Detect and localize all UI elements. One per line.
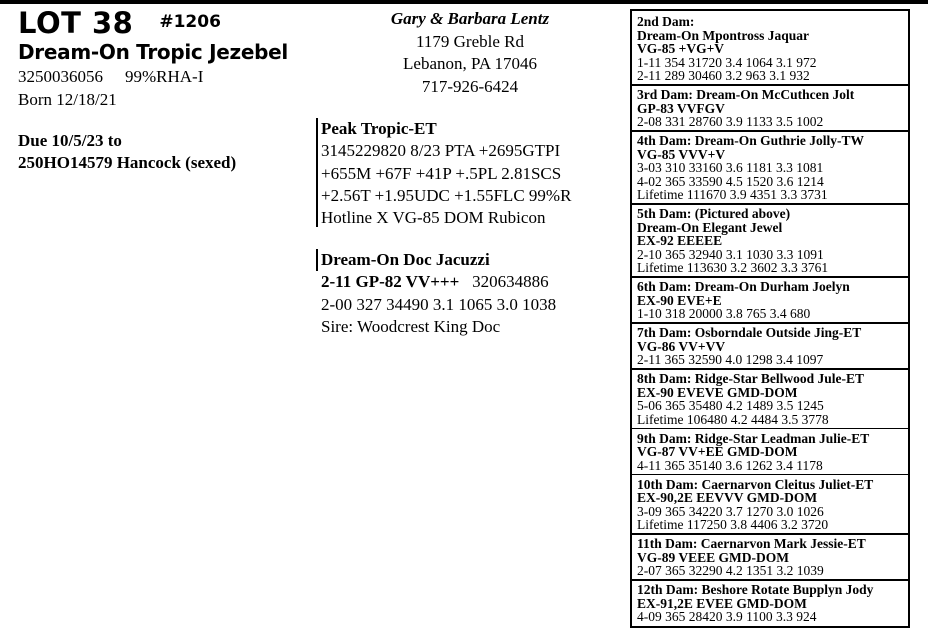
dam-separator bbox=[632, 84, 910, 86]
dam-heading-line: EX-92 EEEEE bbox=[637, 233, 723, 248]
dam-heading-line: 6th Dam: Dream-On Durham Joelyn bbox=[637, 279, 850, 294]
dam-separator bbox=[632, 368, 910, 370]
dam-record-line: Lifetime 111670 3.9 4351 3.3 3731 bbox=[637, 187, 828, 202]
dam-separator bbox=[632, 533, 910, 535]
dam-record: 2-00 327 34490 3.1 1065 3.0 1038 bbox=[321, 294, 557, 314]
animal-name: Dream-On Tropic Jezebel bbox=[18, 40, 288, 64]
dam-record-line: 3-09 365 34220 3.7 1270 3.0 1026 bbox=[637, 503, 824, 519]
dam-heading-line: VG-85 VVV+V bbox=[637, 146, 726, 162]
top-rule bbox=[0, 0, 928, 4]
dam-entry bbox=[637, 478, 908, 532]
dam-entry bbox=[637, 432, 908, 473]
sire-block bbox=[321, 118, 571, 229]
dam-heading-line: 9th Dam: Ridge-Star Leadman Julie-ET bbox=[637, 430, 870, 446]
dam-heading-line: EX-91,2E EVEE GMD-DOM bbox=[637, 595, 807, 611]
maternal-line-box bbox=[630, 9, 910, 628]
dam-bracket bbox=[316, 249, 318, 271]
dam-heading-line: 10th Dam: Caernarvon Cleitus Juliet-ET bbox=[637, 476, 874, 492]
birth-date: Born 12/18/21 bbox=[18, 90, 117, 109]
dam-heading-line: 11th Dam: Caernarvon Mark Jessie-ET bbox=[637, 536, 866, 551]
dam-entry bbox=[637, 372, 908, 426]
dam-entry bbox=[637, 88, 908, 129]
dam-record-line: 4-11 365 35140 3.6 1262 3.4 1178 bbox=[637, 457, 823, 473]
service-sire: 250HO14579 Hancock (sexed) bbox=[18, 153, 237, 172]
dam-block bbox=[321, 249, 556, 338]
dam-heading-line: EX-90,2E EEVVV GMD-DOM bbox=[637, 490, 818, 505]
dam-record-line: 1-11 354 31720 3.4 1064 3.1 972 bbox=[637, 54, 817, 70]
sire-line: +655M +67F +41P +.5PL 2.81SCS bbox=[321, 163, 562, 183]
dam-separator bbox=[632, 579, 910, 581]
lot-header bbox=[18, 6, 221, 40]
dam-record-line: 2-11 365 32590 4.0 1298 3.4 1097 bbox=[637, 352, 824, 367]
dam-registration: 320634886 bbox=[472, 272, 549, 292]
dam-heading-line: 7th Dam: Osborndale Outside Jing-ET bbox=[637, 325, 862, 340]
lot-number: #1206 bbox=[159, 12, 221, 32]
consignor-address-line-1: 1179 Greble Rd bbox=[416, 31, 524, 51]
dam-heading-line: Dream-On Elegant Jewel bbox=[637, 219, 783, 235]
dam-record-line: 5-06 365 35480 4.2 1489 3.5 1245 bbox=[637, 398, 824, 413]
consignor-phone: 717-926-6424 bbox=[421, 76, 519, 96]
dam-heading-line: 12th Dam: Beshore Rotate Bupplyn Jody bbox=[637, 582, 874, 597]
dam-heading-line: 2nd Dam: bbox=[637, 14, 695, 29]
dam-entry bbox=[637, 537, 908, 578]
due-date: Due 10/5/23 to bbox=[18, 131, 122, 150]
dam-heading-line: VG-86 VV+VV bbox=[637, 338, 726, 354]
dam-sire: Sire: Woodcrest King Doc bbox=[321, 316, 501, 336]
dam-record-line: 2-08 331 28760 3.9 1133 3.5 1002 bbox=[637, 114, 824, 129]
dam-record-line: Lifetime 106480 4.2 4484 3.5 3778 bbox=[637, 411, 829, 427]
dam-entry bbox=[637, 134, 908, 202]
dam-record-line: 4-09 365 28420 3.9 1100 3.3 924 bbox=[637, 609, 817, 624]
dam-heading-line: EX-90 EVEVE GMD-DOM bbox=[637, 384, 798, 400]
dam-entry bbox=[637, 326, 908, 367]
consignor-name: Gary & Barbara Lentz bbox=[390, 9, 550, 28]
dam-separator bbox=[632, 428, 910, 430]
dam-heading-line: Dream-On Mpontross Jaquar bbox=[637, 27, 810, 43]
dam-entry bbox=[637, 15, 908, 83]
dam-separator bbox=[632, 203, 910, 205]
dam-record-line: 2-07 365 32290 4.2 1351 3.2 1039 bbox=[637, 563, 824, 578]
dam-heading-line: 8th Dam: Ridge-Star Bellwood Jule-ET bbox=[637, 371, 865, 386]
lot-title: LOT 38 bbox=[18, 6, 134, 40]
dam-heading-line: GP-83 VVFGV bbox=[637, 100, 725, 116]
registration-number: 3250036056 bbox=[18, 67, 103, 86]
dam-record-line: Lifetime 117250 3.8 4406 3.2 3720 bbox=[637, 517, 829, 532]
dam-record-line: 3-03 310 33160 3.6 1181 3.3 1081 bbox=[637, 160, 824, 175]
rha-percentage: 99%RHA-I bbox=[125, 67, 204, 86]
dam-heading-line: 3rd Dam: Dream-On McCuthcen Jolt bbox=[637, 87, 855, 102]
dam-heading-line: 5th Dam: (Pictured above) bbox=[637, 206, 791, 221]
dam-record-line: Lifetime 113630 3.2 3602 3.3 3761 bbox=[637, 260, 829, 275]
sire-line: Hotline X VG-85 DOM Rubicon bbox=[321, 208, 546, 228]
dam-heading-line: VG-89 VEEE GMD-DOM bbox=[637, 549, 789, 565]
registration-line bbox=[18, 67, 203, 87]
dam-entry bbox=[637, 207, 908, 275]
sire-name: Peak Tropic-ET bbox=[321, 119, 437, 138]
dam-record-line: 2-10 365 32940 3.1 1030 3.3 1091 bbox=[637, 246, 824, 262]
dam-name: Dream-On Doc Jacuzzi bbox=[321, 250, 490, 269]
dam-entry bbox=[637, 583, 908, 624]
dam-heading-line: EX-90 EVE+E bbox=[637, 292, 722, 308]
dam-separator bbox=[632, 474, 910, 476]
dam-heading-line: VG-85 +VG+V bbox=[637, 41, 725, 56]
dam-score: 2-11 GP-82 VV+++ bbox=[321, 272, 460, 292]
consignor-block bbox=[356, 8, 584, 98]
dam-record-line: 1-10 318 20000 3.8 765 3.4 680 bbox=[637, 306, 811, 321]
dam-heading-line: 4th Dam: Dream-On Guthrie Jolly-TW bbox=[637, 133, 864, 148]
dam-separator bbox=[632, 322, 910, 324]
dam-separator bbox=[632, 130, 910, 132]
dam-heading-line: VG-87 VV+EE GMD-DOM bbox=[637, 444, 798, 459]
sire-line: 3145229820 8/23 PTA +2695GTPI bbox=[321, 141, 561, 161]
dam-separator bbox=[632, 276, 910, 278]
sire-bracket bbox=[316, 118, 318, 227]
dam-record-line: 2-11 289 30460 3.2 963 3.1 932 bbox=[637, 68, 810, 83]
dam-entry bbox=[637, 280, 908, 321]
consignor-address-line-2: Lebanon, PA 17046 bbox=[403, 54, 537, 73]
sire-line: +2.56T +1.95UDC +1.55FLC 99%R bbox=[321, 185, 572, 205]
dam-score-line bbox=[321, 271, 556, 293]
dam-record-line: 4-02 365 33590 4.5 1520 3.6 1214 bbox=[637, 173, 824, 189]
